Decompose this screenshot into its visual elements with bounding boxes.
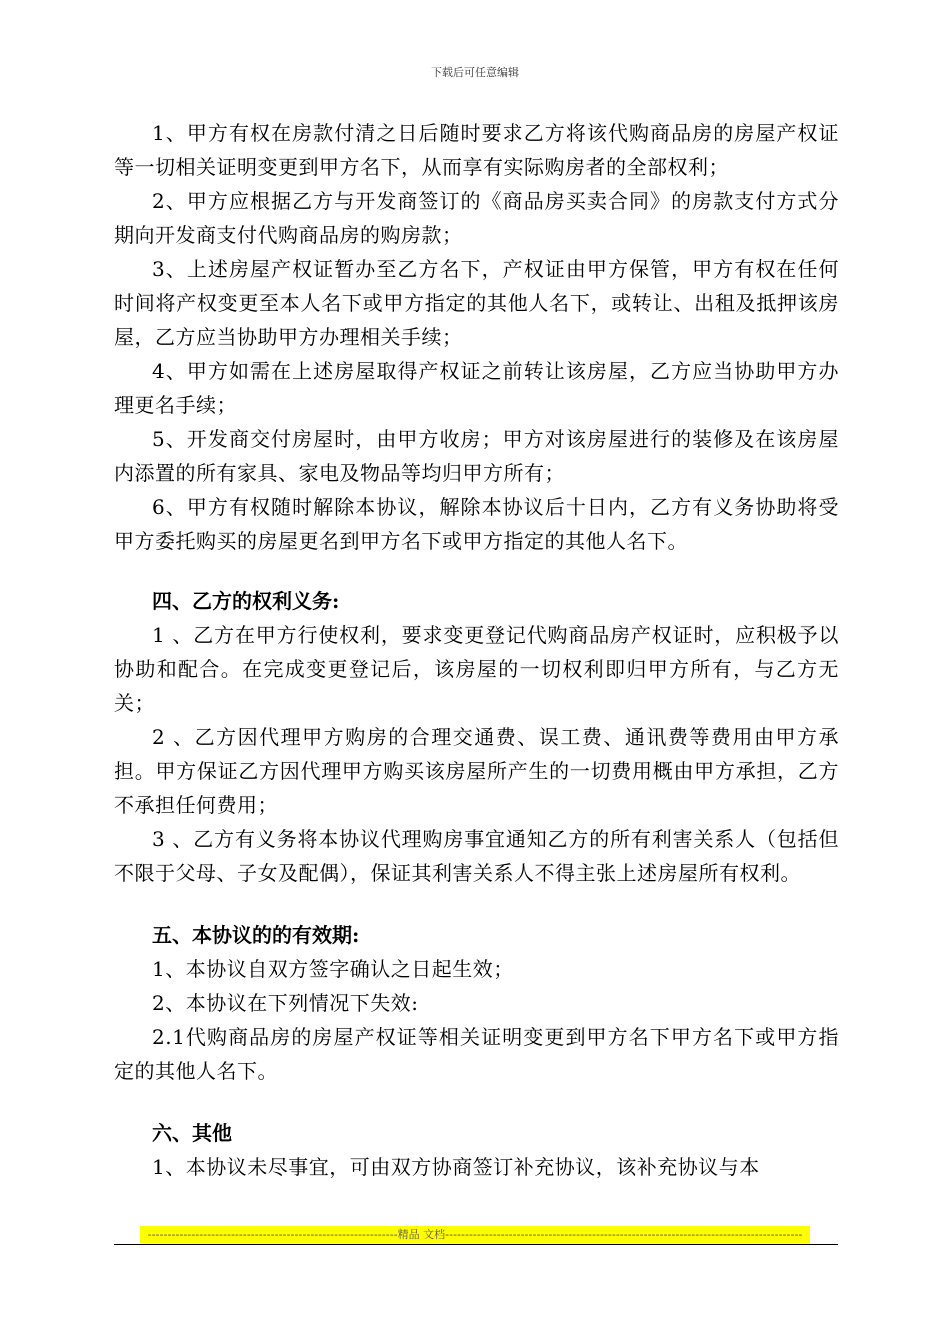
footer-watermark: ---------------------------------------------------------------精品 文档------------------------------------------------------------------------------------------ [140, 1226, 810, 1243]
s5-item-2-1: 2.1代购商品房的房屋产权证等相关证明变更到甲方名下甲方名下或甲方指定的其他人名下。 [114, 1025, 839, 1083]
footer-divider [114, 1244, 838, 1245]
page-header: 下载后可任意编辑 [431, 66, 519, 79]
s3-item-5: 5、开发商交付房屋时，由甲方收房；甲方对该房屋进行的装修及在该房屋内添置的所有家具、家电及物品等均归甲方所有； [114, 427, 839, 485]
s5-item-1: 1、本协议自双方签字确认之日起生效； [152, 957, 514, 981]
s3-item-4: 4、甲方如需在上述房屋取得产权证之前转让该房屋，乙方应当协助甲方办理更名手续； [114, 359, 839, 417]
section-4-heading: 四、乙方的权利义务: [152, 589, 340, 613]
s4-item-3: 3 、乙方有义务将本协议代理购房事宜通知乙方的所有利害关系人（包括但不限于父母、子女及配偶），保证其利害关系人不得主张上述房屋所有权利。 [114, 827, 839, 885]
document-body [114, 116, 839, 1184]
s4-item-1: 1 、乙方在甲方行使权利，要求变更登记代购商品房产权证时，应积极予以协助和配合。在完成变更登记后，该房屋的一切权利即归甲方所有，与乙方无关； [114, 623, 839, 715]
s3-item-6: 6、甲方有权随时解除本协议，解除本协议后十日内，乙方有义务协助将受甲方委托购买的房屋更名到甲方名下或甲方指定的其他人名下。 [114, 495, 839, 553]
s3-item-3: 3、上述房屋产权证暂办至乙方名下，产权证由甲方保管，甲方有权在任何时间将产权变更至本人名下或甲方指定的其他人名下，或转让、出租及抵押该房屋，乙方应当协助甲方办理相关手续； [114, 257, 839, 349]
section-6-heading: 六、其他 [152, 1121, 232, 1145]
s4-item-2: 2 、乙方因代理甲方购房的合理交通费、误工费、通讯费等费用由甲方承担。甲方保证乙方因代理甲方购买该房屋所产生的一切费用概由甲方承担，乙方不承担任何费用； [114, 725, 839, 817]
s6-item-1: 1、本协议未尽事宜，可由双方协商签订补充协议，该补充协议与本 [152, 1155, 760, 1179]
s5-item-2: 2、本协议在下列情况下失效: [152, 991, 419, 1015]
s3-item-2: 2、甲方应根据乙方与开发商签订的《商品房买卖合同》的房款支付方式分期向开发商支付代购商品房的购房款； [114, 189, 839, 247]
s3-item-1: 1、甲方有权在房款付清之日后随时要求乙方将该代购商品房的房屋产权证等一切相关证明变更到甲方名下，从而享有实际购房者的全部权利； [114, 121, 839, 179]
section-5-heading: 五、本协议的的有效期: [152, 923, 360, 947]
